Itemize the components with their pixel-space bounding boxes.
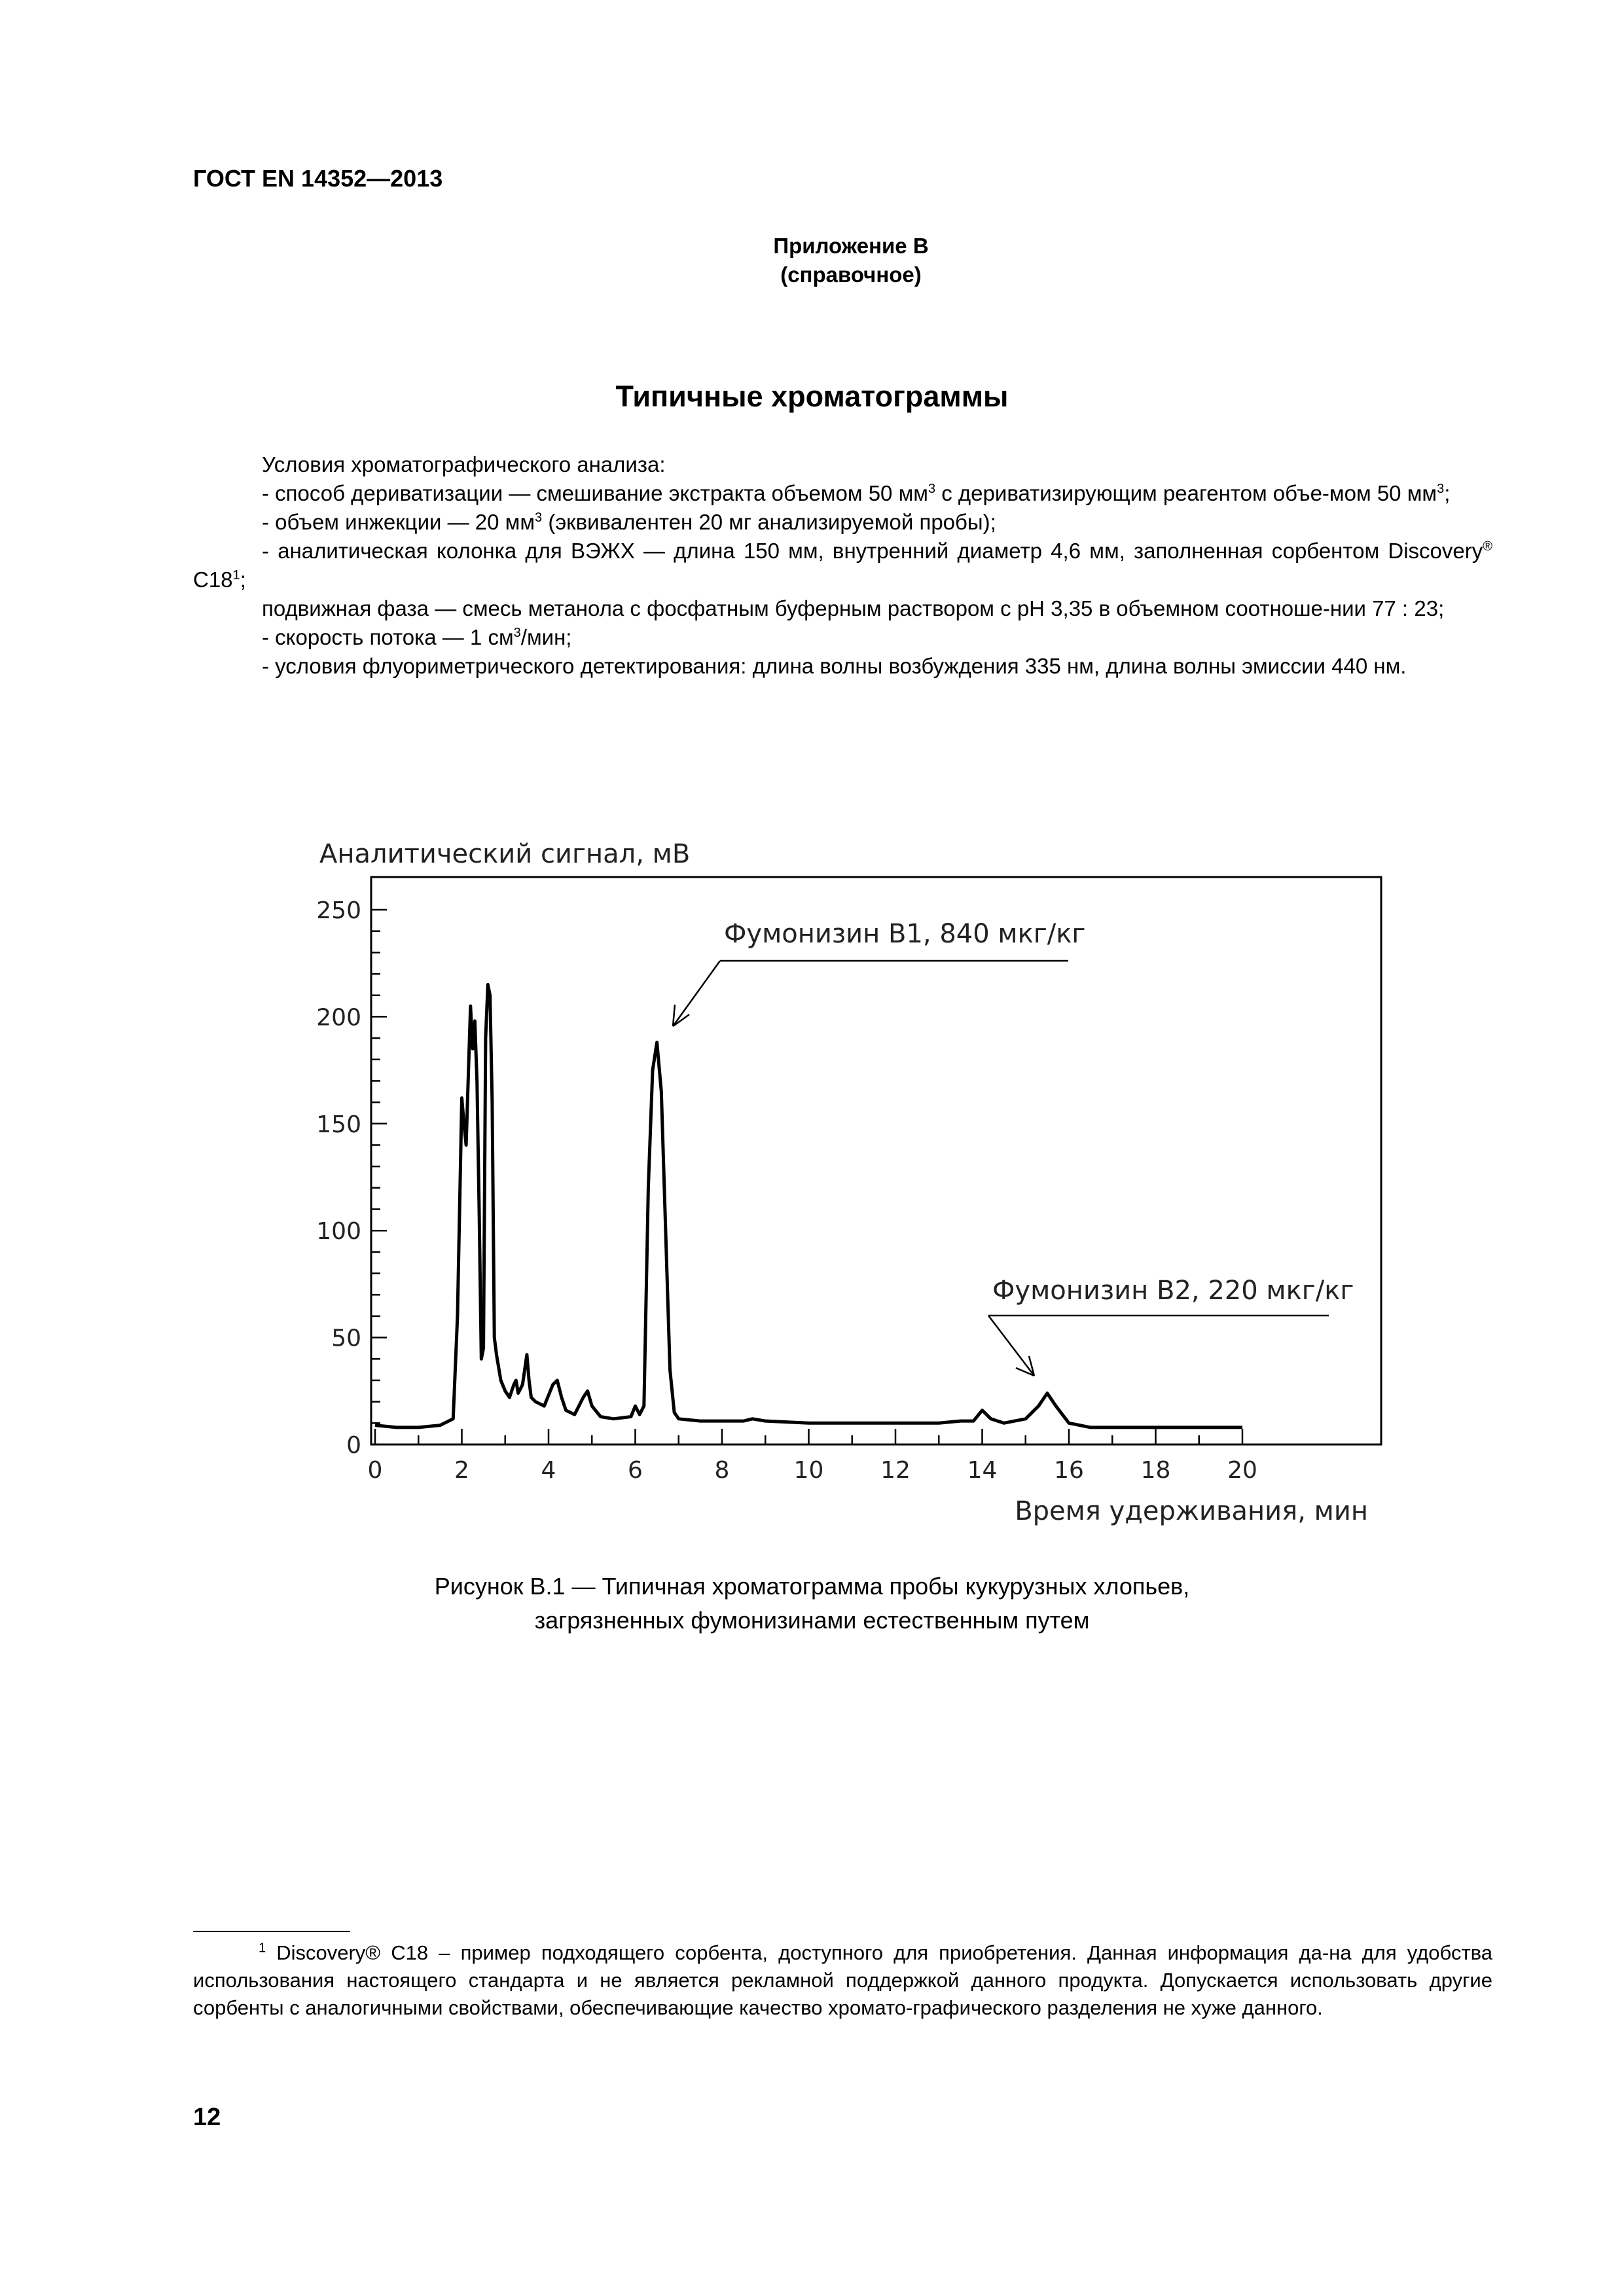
condition-detection: - условия флуориметрического детектирования: длина волны возбуждения 335 нм, длина волны эмиссии 440 нм. <box>262 654 1407 678</box>
x-tick-label: 4 <box>541 1457 556 1484</box>
condition-derivatization: - способ дериватизации — смешивание экстракта объемом 50 $мм^3$ с дериватизирующим реагентом объе-мом 50 $мм^3$; <box>262 481 1451 505</box>
y-axis-ticks <box>316 897 387 1459</box>
y-tick-label: 50 <box>331 1325 361 1352</box>
section-title: Типичные хроматограммы <box>615 380 1009 413</box>
plot-frame <box>371 877 1381 1444</box>
document-code: ГОСТ EN 14352—2013 <box>193 165 443 192</box>
footnote <box>193 1939 1492 2022</box>
page-number: 12 <box>193 2104 221 2131</box>
footnote-text: $^1$ Discovery® C18 – пример подходящего сорбента, доступного для приобретения. Данная информация да-на для удобства использования настоящего стандарта и не является рекламной поддержкой данного продукта. Допускается использовать другие сорбенты с аналогичными свойствами, обеспечивающие качество хромато-графического разделения не хуже данного. <box>193 1941 1492 2019</box>
condition-column: - аналитическая колонка для ВЭЖХ — длина 150 мм, внутренний диаметр 4,6 мм, заполненная сорбентом Discovery® $C18^1$; <box>193 539 1492 592</box>
condition-injection-volume: - объем инжекции — 20 $мм^3$ (эквивалентен 20 мг анализируемой пробы); <box>262 510 996 534</box>
x-tick-label: 2 <box>454 1457 469 1484</box>
y-tick-label: 150 <box>316 1111 361 1138</box>
y-tick-label: 100 <box>316 1218 361 1246</box>
caption-line-2: загрязненных фумонизинами естественным путем <box>534 1607 1090 1634</box>
b2-annotation-label: Фумонизин B2, 220 мкг/кг <box>992 1276 1354 1306</box>
b1-leader-line <box>673 961 720 1026</box>
condition-flow-rate: - скорость потока — 1 $см^3$/мин; <box>262 625 572 649</box>
annex-title: Приложение В <box>773 234 929 258</box>
x-tick-label: 16 <box>1054 1457 1084 1484</box>
chromatogram-trace <box>375 984 1242 1427</box>
x-axis-label: Время удерживания, мин <box>1015 1496 1368 1526</box>
annotation-fumonisin-b1 <box>673 919 1085 1026</box>
b1-annotation-label: Фумонизин B1, 840 мкг/кг <box>724 919 1086 949</box>
x-tick-label: 14 <box>967 1457 998 1484</box>
x-tick-label: 6 <box>628 1457 643 1484</box>
annotation-fumonisin-b2 <box>988 1276 1354 1376</box>
x-tick-label: 8 <box>714 1457 730 1484</box>
x-tick-label: 18 <box>1140 1457 1171 1484</box>
figure-caption <box>0 1570 1624 1638</box>
footnote-separator <box>193 1931 350 1932</box>
x-tick-label: 12 <box>880 1457 911 1484</box>
y-axis-label: Аналитический сигнал, мВ <box>319 839 691 869</box>
y-tick-label: 250 <box>316 897 361 924</box>
condition-mobile-phase: подвижная фаза — смесь метанола с фосфатным буферным раствором с pH 3,35 в объемном соотноше-нии 77 : 23; <box>262 596 1445 620</box>
x-tick-label: 0 <box>367 1457 383 1484</box>
y-tick-label: 0 <box>346 1432 361 1459</box>
conditions-intro: Условия хроматографического анализа: <box>262 452 666 476</box>
x-tick-label: 20 <box>1227 1457 1257 1484</box>
y-tick-label: 200 <box>316 1004 361 1031</box>
caption-line-1: Рисунок В.1 — Типичная хроматограмма пробы кукурузных хлопьев, <box>434 1573 1190 1600</box>
annex-type: (справочное) <box>780 262 922 287</box>
x-axis-ticks <box>368 1429 1257 1484</box>
x-tick-label: 10 <box>793 1457 824 1484</box>
b2-leader-line <box>988 1316 1034 1376</box>
